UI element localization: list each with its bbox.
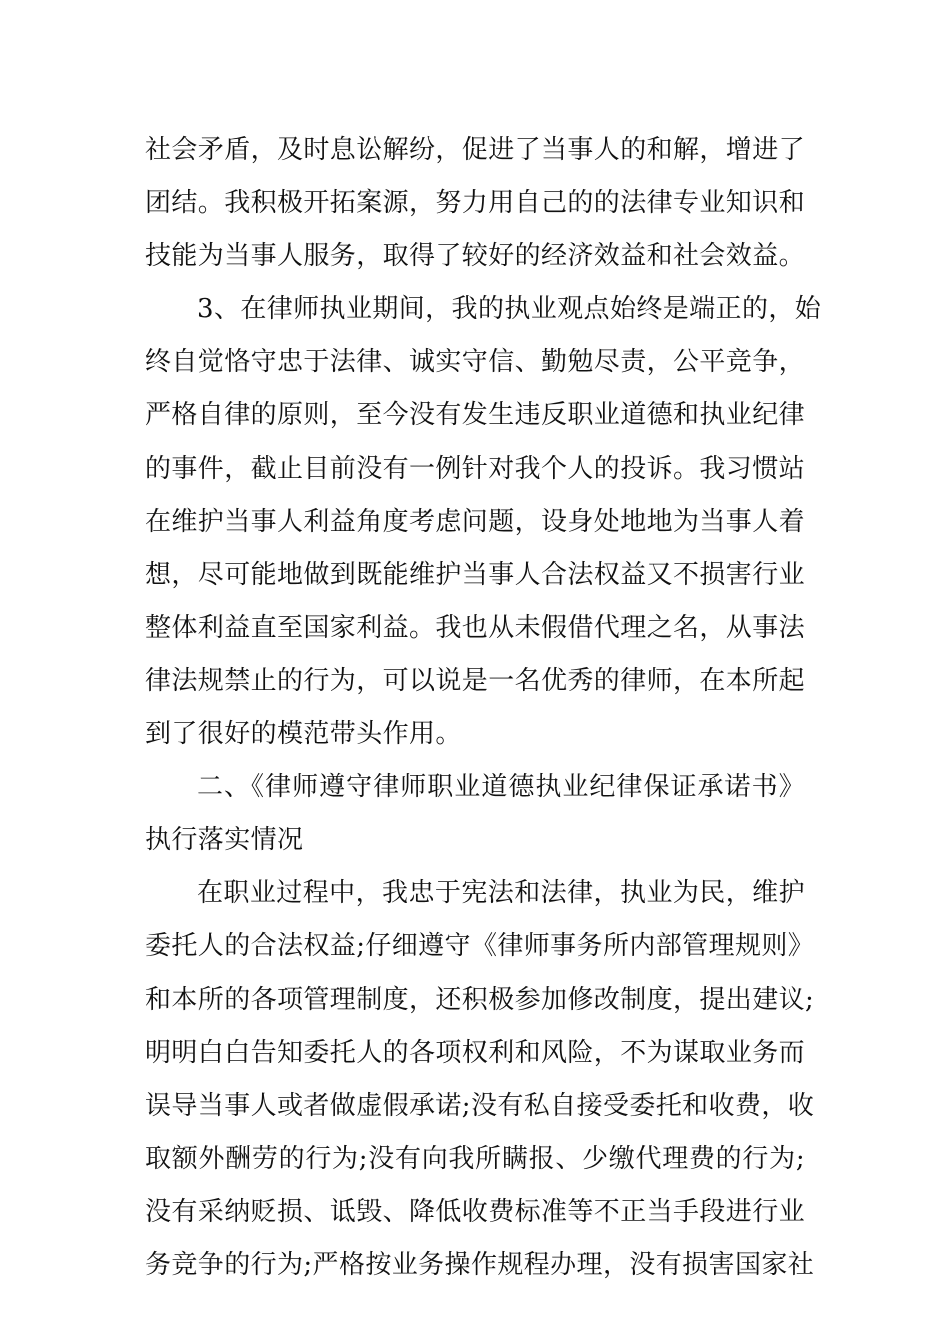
text-line: 的事件，截止目前没有一例针对我个人的投诉。我习惯站	[145, 453, 806, 484]
text-line: 在维护当事人利益角度考虑问题，设身处地地为当事人着	[145, 506, 806, 537]
text-line: 严格自律的原则，至今没有发生违反职业道德和执业纪律	[145, 400, 806, 431]
text-line: 3、在律师执业期间，我的执业观点始终是端正的，始	[197, 294, 822, 325]
text-line: 律法规禁止的行为，可以说是一名优秀的律师，在本所起	[145, 665, 806, 696]
text-line: 想，尽可能地做到既能维护当事人合法权益又不损害行业	[145, 559, 806, 590]
text-line: 和本所的各项管理制度，还积极参加修改制度，提出建议;	[145, 984, 815, 1015]
text-line: 明明白白告知委托人的各项权利和风险，不为谋取业务而	[145, 1037, 806, 1068]
section-heading-line: 二、《律师遵守律师职业道德执业纪律保证承诺书》	[197, 772, 805, 803]
document-body	[145, 124, 822, 1292]
text-line: 团结。我积极开拓案源，努力用自己的的法律专业知识和	[145, 188, 806, 219]
text-line: 没有采纳贬损、诋毁、降低收费标准等不正当手段进行业	[145, 1196, 806, 1227]
text-line: 取额外酬劳的行为;没有向我所瞒报、少缴代理费的行为;	[145, 1143, 805, 1174]
text-line: 终自觉恪守忠于法律、诚实守信、勤勉尽责，公平竞争，	[145, 347, 806, 378]
text-line: 技能为当事人服务，取得了较好的经济效益和社会效益。	[145, 241, 806, 272]
text-line: 整体利益直至国家利益。我也从未假借代理之名，从事法	[145, 612, 806, 643]
text-line: 社会矛盾，及时息讼解纷，促进了当事人的和解，增进了	[145, 135, 806, 165]
section-heading-line: 执行落实情况	[145, 825, 304, 856]
text-line: 到了很好的模范带头作用。	[145, 719, 462, 750]
text-line: 误导当事人或者做虚假承诺;没有私自接受委托和收费，收	[145, 1090, 815, 1121]
text-line: 在职业过程中，我忠于宪法和法律，执业为民，维护	[197, 878, 805, 909]
text-line: 务竞争的行为;严格按业务操作规程办理，没有损害国家社	[145, 1249, 815, 1280]
text-line: 委托人的合法权益;仔细遵守《律师事务所内部管理规则》	[145, 931, 815, 962]
